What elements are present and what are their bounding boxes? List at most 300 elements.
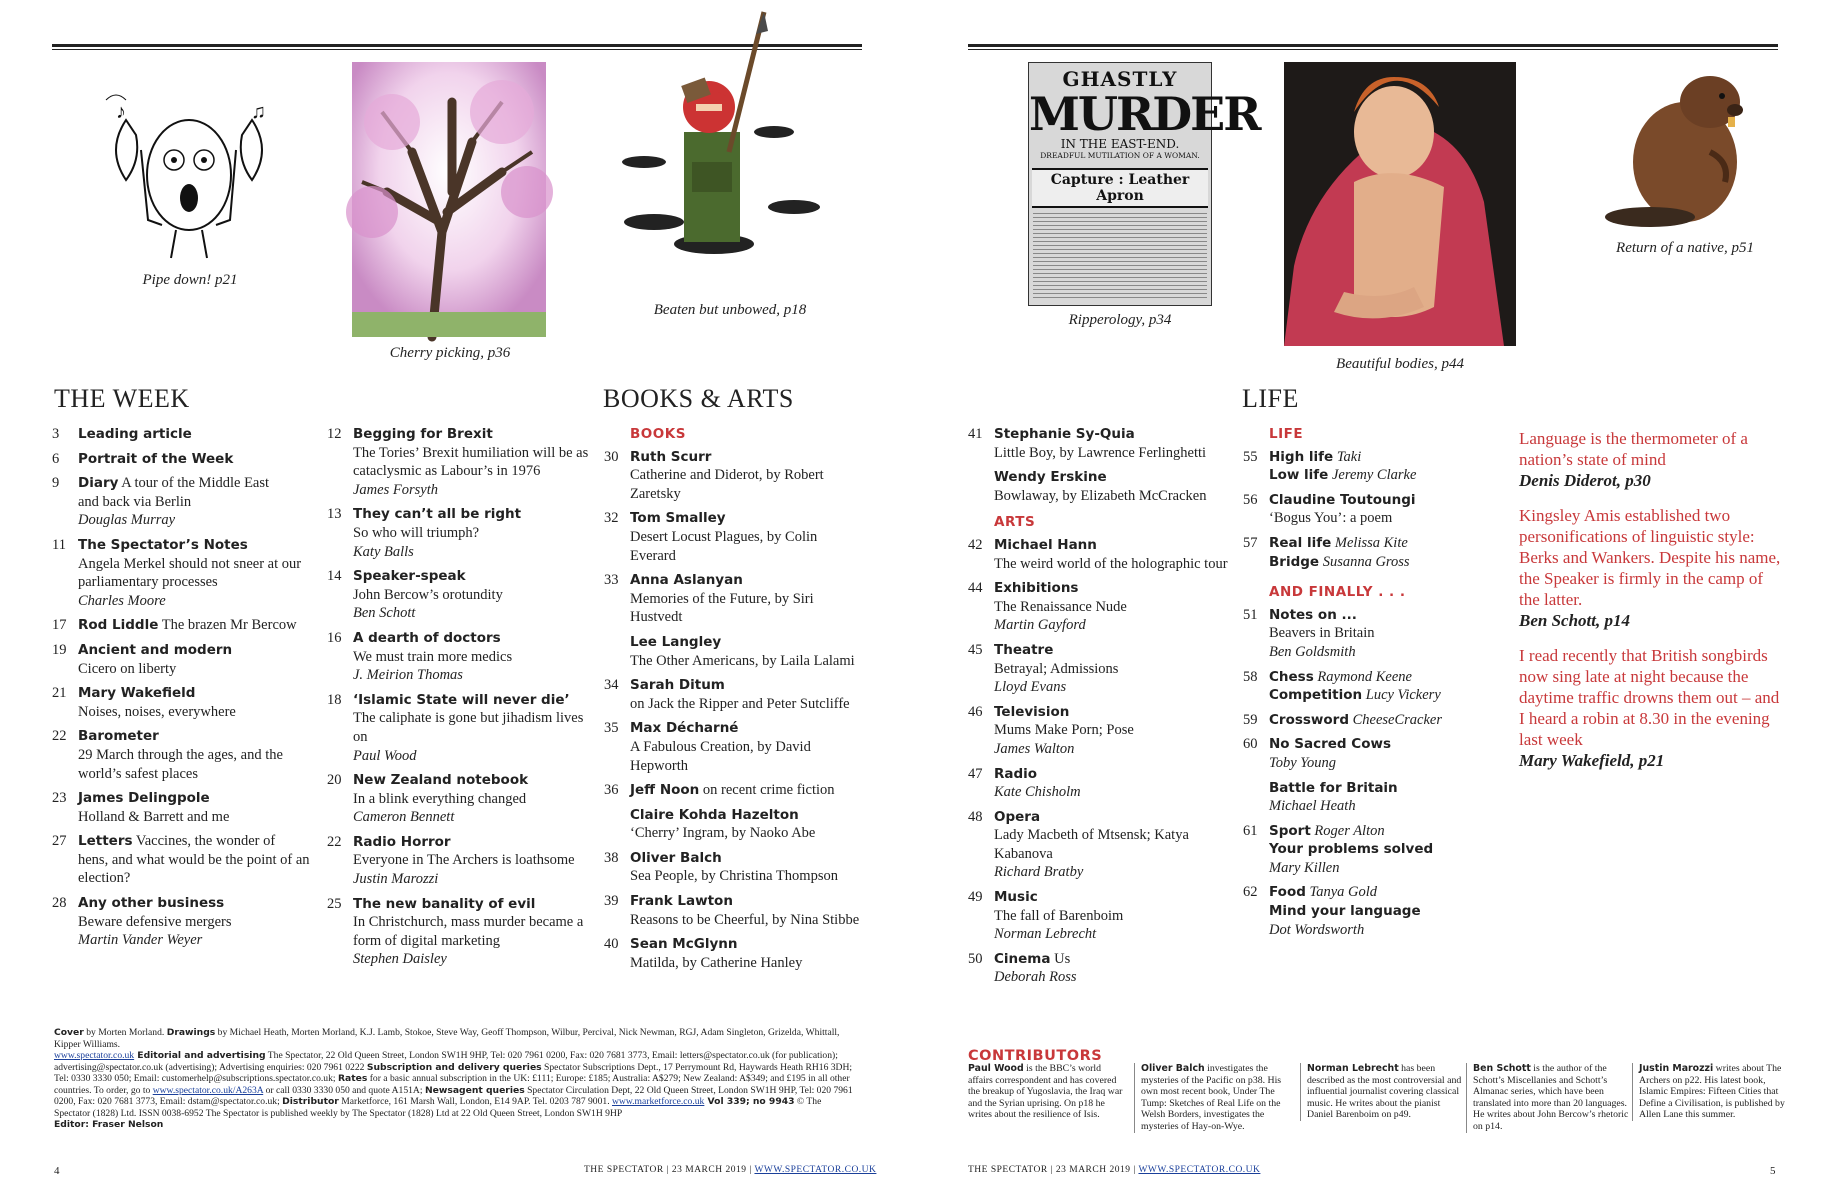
- week-column-1: [52, 425, 312, 956]
- entry-title: Food: [1269, 884, 1306, 901]
- toc-entry[interactable]: [968, 536, 1228, 573]
- pull-quote: [1519, 505, 1781, 631]
- top-rule-right: [968, 44, 1778, 47]
- entry-author-inline: Melissa Kite: [1331, 534, 1408, 551]
- subsection-life: LIFE: [1269, 426, 1304, 442]
- entry-title: Oliver Balch: [630, 849, 722, 866]
- entry-author-inline: Roger Alton: [1310, 822, 1385, 839]
- contributors-heading: CONTRIBUTORS: [968, 1048, 1103, 1064]
- caption-ripperology: Ripperology, p34: [1068, 312, 1172, 328]
- order-text: or call 0330 3330 050 and quote A151A;: [263, 1084, 425, 1096]
- entry-description: ‘Bogus You’: a poem: [1269, 510, 1393, 527]
- entry-title: A dearth of doctors: [353, 629, 501, 646]
- entry-author: Justin Marozzi: [353, 871, 439, 888]
- entry-description: John Bercow’s orotundity: [353, 586, 503, 603]
- entry-title: Stephanie Sy-Quia: [994, 426, 1135, 442]
- entry-author: Norman Lebrecht: [994, 926, 1097, 943]
- entry-description: Beavers in Britain: [1269, 625, 1375, 642]
- entry-title: Ancient and modern: [78, 641, 233, 658]
- entry-description: The Renaissance Nude: [994, 598, 1127, 615]
- poster-line-5: Capture : Leather Apron: [1032, 168, 1208, 208]
- entry-author: Douglas Murray: [78, 512, 176, 529]
- beaver-image: [1590, 62, 1780, 232]
- entry-description: Memories of the Future, by Siri Hustvedt: [630, 590, 814, 626]
- entry-title: ‘Islamic State will never die’: [353, 691, 570, 708]
- entry-author-inline-second: Susanna Gross: [1319, 553, 1410, 570]
- contributor-name: Justin Marozzi: [1639, 1063, 1714, 1074]
- entry-author: Stephen Daisley: [353, 951, 447, 968]
- entry-author: Dot Wordsworth: [1269, 921, 1365, 938]
- entry-description: Reasons to be Cheerful, by Nina Stibbe: [630, 911, 860, 928]
- page-number: 58: [1243, 668, 1258, 685]
- life-entry[interactable]: [1243, 668, 1503, 705]
- entry-author: Paul Wood: [353, 747, 417, 764]
- entry-title: James Delingpole: [78, 790, 210, 807]
- subsection-arts: ARTS: [994, 514, 1036, 531]
- entry-description: Holland & Barrett and me: [78, 808, 230, 825]
- page-number: 27: [52, 833, 67, 850]
- page-number: 35: [604, 720, 619, 737]
- entry-inline-text: Vaccines, the wonder of: [132, 833, 276, 850]
- drawings-text: by Michael Heath, Morten Morland, K.J. Lamb, Stokoe, Steve Way, Geoff Thompson, Wilbur, Percival, Nick Newman, RGJ, Adam Singleton, Grizelda, Whittall, Kipper Williams.: [54, 1027, 840, 1050]
- pageline-left: [584, 1165, 876, 1175]
- section-the-week: THE WEEK: [54, 384, 190, 413]
- entry-description: Catherine and Diderot, by Robert Zaretsky: [630, 467, 824, 502]
- entry-description: on Jack the Ripper and Peter Sutcliffe: [630, 695, 850, 712]
- caption-beautiful-bodies: Beautiful bodies, p44: [1336, 356, 1464, 372]
- newsagent-label: Newsagent queries: [424, 1084, 525, 1096]
- newsagent-text: Spectator Circulation Dept, 22 Old Queen Street, London SW1H 9HP, Tel: 020 7961 0200, Fax: 020 7681 3773, Email: dstam@spectator.co.uk;: [54, 1084, 853, 1107]
- entry-title: They can’t all be right: [353, 506, 522, 523]
- entry-title: Chess: [1269, 668, 1314, 685]
- order-link[interactable]: www.spectator.co.uk/A263A: [152, 1084, 264, 1096]
- entry-title: Barometer: [78, 728, 159, 745]
- entry-description: Cicero on liberty: [78, 660, 177, 677]
- entry-title: Tom Smalley: [630, 510, 726, 527]
- entry-title: Begging for Brexit: [353, 426, 493, 442]
- toc-entry[interactable]: [52, 474, 312, 530]
- toc-entry[interactable]: [968, 808, 1228, 882]
- entry-title: High life: [1269, 448, 1334, 465]
- toc-entry[interactable]: [604, 806, 864, 843]
- toc-entry[interactable]: [604, 892, 864, 929]
- entry-description: Lady Macbeth of Mtsensk; Katya Kabanova: [994, 827, 1189, 862]
- entry-description: Matilda, by Catherine Hanley: [630, 954, 803, 971]
- entry-description: ‘Cherry’ Ingram, by Naoko Abe: [630, 825, 816, 842]
- entry-title: Opera: [994, 808, 1041, 825]
- pull-quote: [1519, 428, 1781, 491]
- entry-title: Cinema: [994, 950, 1051, 967]
- entry-description: In Christchurch, mass murder became a form of digital marketing: [353, 914, 584, 949]
- contributor-name: Paul Wood: [968, 1063, 1024, 1074]
- caption-return-native: Return of a native, p51: [1616, 240, 1754, 256]
- toc-entry[interactable]: [327, 567, 597, 623]
- toc-entry[interactable]: [52, 727, 312, 783]
- page-number: 18: [327, 691, 342, 708]
- rates-label: Rates: [337, 1073, 368, 1084]
- page-number: 46: [968, 703, 983, 720]
- caption-pipe-down: Pipe down! p21: [142, 272, 238, 288]
- page-number: 3: [52, 426, 60, 442]
- entry-description: The caliphate is gone but jihadism lives on: [353, 710, 584, 745]
- toc-entry[interactable]: [968, 641, 1228, 697]
- page-number: 56: [1243, 491, 1258, 508]
- page-number: 50: [968, 950, 983, 967]
- page-number: 30: [604, 448, 619, 465]
- entry-author: Lloyd Evans: [994, 679, 1067, 696]
- pull-quotes: [1519, 428, 1781, 785]
- site-link[interactable]: www.spectator.co.uk: [54, 1050, 135, 1061]
- cover-text: by Morten Morland.: [83, 1027, 167, 1038]
- contributor-bio: [1134, 1063, 1297, 1133]
- entry-inline-text: on recent crime fiction: [699, 782, 835, 799]
- caption-beaten: Beaten but unbowed, p18: [653, 302, 807, 318]
- section-life: LIFE: [1242, 384, 1299, 413]
- toc-entry[interactable]: [604, 676, 864, 713]
- entry-title: Sport: [1269, 822, 1311, 839]
- entry-author-inline: Raymond Keene: [1313, 668, 1412, 685]
- entry-author: Kate Chisholm: [994, 784, 1081, 801]
- toc-entry[interactable]: [968, 703, 1228, 759]
- editor-credit: Editor: Fraser Nelson: [54, 1119, 164, 1130]
- page-number: 44: [968, 580, 983, 597]
- life-entry[interactable]: [1243, 779, 1503, 816]
- entry-title-second: Competition: [1269, 687, 1363, 704]
- page-number: 60: [1243, 736, 1258, 753]
- credits-footer: [54, 1027, 854, 1131]
- entry-title-second: Low life: [1269, 467, 1329, 484]
- entry-description: hens, and what would be the point of an election?: [78, 851, 310, 887]
- entry-title: The Spectator’s Notes: [78, 536, 248, 553]
- poster-line-1: GHASTLY: [1062, 67, 1178, 91]
- entry-author: Martin Gayford: [994, 617, 1086, 634]
- entry-title: Michael Hann: [994, 536, 1097, 553]
- toc-entry[interactable]: [968, 888, 1228, 944]
- entry-author: Cameron Bennett: [353, 809, 455, 826]
- page-number: 36: [604, 782, 619, 799]
- page-number: 14: [327, 568, 342, 585]
- page-number: 25: [327, 895, 342, 912]
- entry-title: Radio: [994, 765, 1038, 782]
- entry-title: Max Décharné: [630, 720, 739, 737]
- life-entry[interactable]: [1243, 534, 1503, 571]
- toc-entry[interactable]: [604, 633, 864, 670]
- distributor-text: Marketforce, 161 Marsh Wall, London, E14 9AP. Tel. 0203 787 9001.: [338, 1096, 612, 1107]
- marketforce-link[interactable]: www.marketforce.co.uk: [612, 1096, 705, 1107]
- entry-title: Speaker-speak: [353, 568, 466, 585]
- page-number: 40: [604, 936, 619, 953]
- subscription-label: Subscription and delivery queries: [366, 1061, 542, 1073]
- entry-title: Notes on ...: [1269, 606, 1357, 623]
- entry-description: The weird world of the holographic tour: [994, 555, 1228, 572]
- entry-title: Diary: [78, 475, 119, 492]
- entry-title-second: Bridge: [1269, 553, 1320, 570]
- svg-text:♪: ♪: [116, 101, 126, 123]
- pageline-left-url[interactable]: WWW.SPECTATOR.CO.UK: [754, 1165, 877, 1175]
- life-entry[interactable]: [1243, 711, 1503, 730]
- distributor-label: Distributor: [282, 1096, 339, 1107]
- page-number: 48: [968, 808, 983, 825]
- page-number: 33: [604, 572, 619, 589]
- pageline-right: [968, 1165, 1260, 1175]
- entry-title: Lee Langley: [630, 633, 722, 650]
- page-number: 6: [52, 450, 60, 467]
- entry-author: Ben Goldsmith: [1269, 643, 1356, 660]
- entry-title: Crossword: [1269, 711, 1349, 728]
- entry-author-inline: Taki: [1333, 448, 1362, 465]
- page-number: 59: [1243, 711, 1258, 728]
- entry-author-inline-second: Lucy Vickery: [1362, 687, 1441, 704]
- entry-description: We must train more medics: [353, 648, 513, 665]
- toc-entry[interactable]: [52, 425, 312, 444]
- entry-title: Music: [994, 889, 1038, 906]
- entry-title: Leading article: [78, 426, 192, 442]
- subscription-text: Spectator Subscriptions Dept., 17 Perrymount Rd, Haywards Heath RH16 3DH; Tel: 0330 3330 050; Email: customerhelp@subscriptions.spectator.co.uk;: [54, 1061, 853, 1084]
- svg-text:♫: ♫: [251, 101, 266, 123]
- entry-description: Angela Merkel should not sneer at our parliamentary processes: [78, 555, 302, 591]
- ripper-poster-image: [1028, 62, 1260, 306]
- toc-entry[interactable]: [604, 781, 864, 800]
- entry-description: The Other Americans, by Laila Lalami: [630, 652, 855, 669]
- page-number: 22: [52, 728, 67, 745]
- contributor-bio: [1466, 1063, 1629, 1133]
- toc-entry[interactable]: [968, 765, 1228, 802]
- entry-title-second: Mind your language: [1269, 903, 1421, 920]
- entry-inline-text: A tour of the Middle East: [118, 475, 270, 492]
- entry-title: Exhibitions: [994, 580, 1079, 597]
- page-number: 42: [968, 536, 983, 553]
- quote-attribution: Mary Wakefield, p21: [1519, 751, 1665, 770]
- life-entry[interactable]: [1243, 491, 1503, 528]
- toc-entry[interactable]: [52, 450, 312, 469]
- contributor-text: is the author of the Schott’s Miscellanies and Schott’s Almanac series, which have been translated into more than 20 languages. He writes about John Bercow’s rhetoric on p14.: [1473, 1063, 1629, 1132]
- entry-author-inline-second: Jeremy Clarke: [1328, 467, 1417, 484]
- toc-entry[interactable]: [327, 833, 597, 889]
- page-number: 21: [52, 685, 67, 702]
- entry-title: Television: [994, 703, 1070, 720]
- subsection-and-finally: AND FINALLY . . .: [1269, 584, 1406, 601]
- entry-title: Sean McGlynn: [630, 936, 738, 953]
- arts-column: [968, 425, 1228, 993]
- entry-title: Radio Horror: [353, 833, 451, 850]
- page-number: 61: [1243, 822, 1258, 839]
- page-number-left: 4: [54, 1165, 60, 1177]
- page-number: 23: [52, 790, 67, 807]
- toc-entry[interactable]: [968, 579, 1228, 635]
- entry-title: Mary Wakefield: [78, 685, 196, 702]
- entry-title: Rod Liddle: [78, 617, 159, 634]
- page-number: 34: [604, 677, 619, 694]
- entry-inline-text: The brazen Mr Bercow: [158, 617, 297, 634]
- life-entry[interactable]: [1243, 735, 1503, 772]
- entry-title: New Zealand notebook: [353, 772, 529, 789]
- entry-description: Noises, noises, everywhere: [78, 703, 236, 720]
- poster-line-4: DREADFUL MUTILATION OF A WOMAN.: [1040, 151, 1200, 160]
- toc-entry[interactable]: [52, 789, 312, 826]
- entry-title: Claire Kohda Hazelton: [630, 806, 799, 823]
- poster-newsprint: [1033, 213, 1207, 299]
- toc-entry[interactable]: [604, 935, 864, 972]
- editorial-label: Editorial and advertising: [134, 1050, 266, 1061]
- entry-author: James Walton: [994, 740, 1075, 757]
- toc-entry[interactable]: [327, 895, 597, 969]
- entry-title: Any other business: [78, 895, 225, 912]
- quote-text: Language is the thermometer of a nation’s state of mind: [1519, 429, 1748, 469]
- entry-author: Ben Schott: [353, 605, 416, 622]
- entry-description: Everyone in The Archers is loathsome: [353, 852, 575, 869]
- toc-entry[interactable]: [968, 468, 1228, 505]
- entry-author: Mary Killen: [1269, 859, 1340, 876]
- entry-description: Little Boy, by Lawrence Ferlinghetti: [994, 444, 1207, 461]
- page-number: 39: [604, 893, 619, 910]
- pageline-left-mag: THE SPECTATOR | 23 MARCH 2019 |: [584, 1165, 755, 1175]
- page-number: 13: [327, 506, 342, 523]
- life-entry[interactable]: [1243, 883, 1503, 939]
- page-number: 20: [327, 772, 342, 789]
- entry-title: Jeff Noon: [630, 782, 700, 799]
- entry-title: Ruth Scurr: [630, 448, 712, 465]
- entry-author: Toby Young: [1269, 754, 1337, 771]
- entry-description: A Fabulous Creation, by David Hepworth: [630, 738, 811, 774]
- contributor-name: Ben Schott: [1473, 1063, 1531, 1074]
- toc-entry[interactable]: [604, 849, 864, 886]
- page-number: 62: [1243, 884, 1258, 901]
- subsection-books: BOOKS: [630, 426, 686, 442]
- toc-entry[interactable]: [327, 629, 597, 685]
- page-number: 47: [968, 765, 983, 782]
- toc-entry[interactable]: [52, 641, 312, 678]
- contributor-text: writes about The Archers on p22. His latest book, Islamic Empires: Fifteen Cities that Define a Civilisation, is published by Allen Lane this summer.: [1639, 1063, 1785, 1121]
- life-column: [1243, 425, 1503, 945]
- beautiful-bodies-image: [1284, 62, 1516, 346]
- contributor-name: Oliver Balch: [1141, 1063, 1205, 1074]
- page-number: 28: [52, 895, 67, 912]
- cover-label: Cover: [54, 1027, 84, 1038]
- toc-entry[interactable]: [968, 425, 1228, 462]
- entry-title: Battle for Britain: [1269, 779, 1398, 796]
- entry-author: J. Meirion Thomas: [353, 667, 463, 684]
- entry-description: So who will triumph?: [353, 524, 480, 541]
- entry-description: 29 March through the ages, and the world’s safest places: [78, 746, 283, 782]
- entry-description: The Tories’ Brexit humiliation will be as cataclysmic as Labour’s in 1976: [353, 444, 589, 480]
- entry-description: Sea People, by Christina Thompson: [630, 868, 838, 885]
- toc-entry[interactable]: [327, 425, 597, 499]
- entry-title: Frank Lawton: [630, 893, 733, 910]
- toc-entry[interactable]: [604, 719, 864, 775]
- pipe-down-image: [86, 80, 292, 260]
- quote-text: Kingsley Amis established two personifications of linguistic style: Berks and Wankers. Despite his name, the Speaker is firmly in the camp of the latter.: [1519, 506, 1781, 609]
- entry-author: Martin Vander Weyer: [78, 932, 203, 949]
- toc-entry[interactable]: [327, 691, 597, 765]
- page-number: 51: [1243, 606, 1258, 623]
- drawings-label: Drawings: [166, 1027, 216, 1038]
- contributor-text: is the BBC’s world affairs correspondent and has covered the breakup of Yugoslavia, the Iraq war and the Syrian uprising. On p18 he writes about the resilience of Isis.: [968, 1063, 1123, 1121]
- page-number: 16: [327, 629, 342, 646]
- toc-entry[interactable]: [52, 832, 312, 888]
- page-number: 41: [968, 426, 983, 442]
- volume-text: © The Spectator (1828) Ltd. ISSN 0038-6952 The Spectator is published weekly by The Spectator (1828) Ltd at 22 Old Queen Street, London SW1H 9HP: [54, 1096, 822, 1119]
- entry-description: Bowlaway, by Elizabeth McCracken: [994, 487, 1207, 504]
- entry-description: Mums Make Porn; Pose: [994, 722, 1134, 739]
- life-entry[interactable]: [1243, 448, 1503, 485]
- page-number: 32: [604, 510, 619, 527]
- entry-title: Letters: [78, 833, 133, 850]
- books-column: [604, 425, 864, 978]
- entry-title-second: Your problems solved: [1269, 841, 1434, 858]
- cherry-tree-image: [352, 62, 546, 337]
- contributor-bio: [968, 1063, 1124, 1121]
- pageline-right-mag: THE SPECTATOR | 23 MARCH 2019 |: [968, 1165, 1139, 1175]
- entry-description: and back via Berlin: [78, 493, 192, 510]
- page-number: 9: [52, 475, 60, 492]
- page-number-right: 5: [1770, 1165, 1776, 1177]
- contributor-bio: [1300, 1063, 1463, 1121]
- quote-attribution: Denis Diderot, p30: [1519, 471, 1651, 490]
- entry-description: Betrayal; Admissions: [994, 660, 1119, 677]
- toc-entry[interactable]: [327, 771, 597, 827]
- contributor-text: has been described as the most controversial and influential journalist covering classical music. He writes about the pianist Daniel Barenboim on p49.: [1307, 1063, 1462, 1121]
- contributor-name: Norman Lebrecht: [1307, 1063, 1399, 1074]
- life-entry[interactable]: [1243, 606, 1503, 662]
- contributor-text: investigates the mysteries of the Pacific on p38. His own most recent book, Under The Tump: Sketches of Real Life on the Welsh Borders, investigates the mysteries of Hay-on-Wye.: [1141, 1063, 1282, 1132]
- page-number: 49: [968, 889, 983, 906]
- section-books-arts: BOOKS & ARTS: [603, 384, 794, 413]
- entry-inline-text: Us: [1050, 950, 1071, 967]
- quote-attribution: Ben Schott, p14: [1519, 611, 1630, 630]
- rates-text: for a basic annual subscription in the UK: £111; Europe: £185; Australia: A$279; New Zealand: A$349; and £195 in all other countries. To order, go to: [54, 1073, 850, 1096]
- poster-line-3: IN THE EAST-END.: [1060, 137, 1180, 151]
- toc-entry[interactable]: [52, 684, 312, 721]
- toc-entry[interactable]: [604, 509, 864, 565]
- toc-entry[interactable]: [52, 616, 312, 635]
- entry-title: Theatre: [994, 641, 1054, 658]
- pageline-right-url[interactable]: WWW.SPECTATOR.CO.UK: [1138, 1165, 1261, 1175]
- page-number: 19: [52, 641, 67, 658]
- entry-title: Real life: [1269, 534, 1332, 551]
- entry-author: Deborah Ross: [994, 969, 1077, 986]
- entry-author: Katy Balls: [353, 543, 414, 560]
- entry-description: In a blink everything changed: [353, 790, 527, 807]
- toc-entry[interactable]: [604, 448, 864, 504]
- entry-author: Charles Moore: [78, 592, 166, 609]
- life-entry[interactable]: [1243, 822, 1503, 878]
- page-number: 22: [327, 833, 342, 850]
- toc-entry[interactable]: [52, 536, 312, 610]
- entry-author-inline: Tanya Gold: [1305, 884, 1378, 901]
- entry-description: The fall of Barenboim: [994, 907, 1124, 924]
- toc-entry[interactable]: [327, 505, 597, 561]
- quote-text: I read recently that British songbirds now sing late at night because the daytime traffic drowns them out – and I heard a robin at 8.30 in the evening last week: [1519, 646, 1780, 749]
- entry-title: Claudine Toutoungi: [1269, 491, 1416, 508]
- poster-line-2: MURDER: [1029, 87, 1260, 141]
- pull-quote: [1519, 645, 1781, 771]
- toc-entry[interactable]: [604, 571, 864, 627]
- entry-author: Michael Heath: [1269, 798, 1356, 815]
- caption-cherry-picking: Cherry picking, p36: [389, 345, 511, 361]
- page-number: 12: [327, 426, 342, 442]
- entry-title: No Sacred Cows: [1269, 736, 1391, 753]
- toc-entry[interactable]: [52, 894, 312, 950]
- entry-description: Beware defensive mergers: [78, 913, 232, 930]
- entry-title: Anna Aslanyan: [630, 572, 743, 589]
- beaten-cartoon-image: [614, 12, 828, 258]
- toc-entry[interactable]: [968, 950, 1228, 987]
- editorial-text: The Spectator, 22 Old Queen Street, London SW1H 9HP, Tel: 020 7961 0200, Fax: 020 7681 3773, Email: letters@spectator.co.uk (for publication); advertising@spectator.co.uk (advertising); Advertising enquiries: 020 7961 0222: [54, 1050, 838, 1073]
- page-number: 17: [52, 617, 67, 634]
- week-column-2: [327, 425, 597, 975]
- page-number: 57: [1243, 534, 1258, 551]
- page-number: 55: [1243, 448, 1258, 465]
